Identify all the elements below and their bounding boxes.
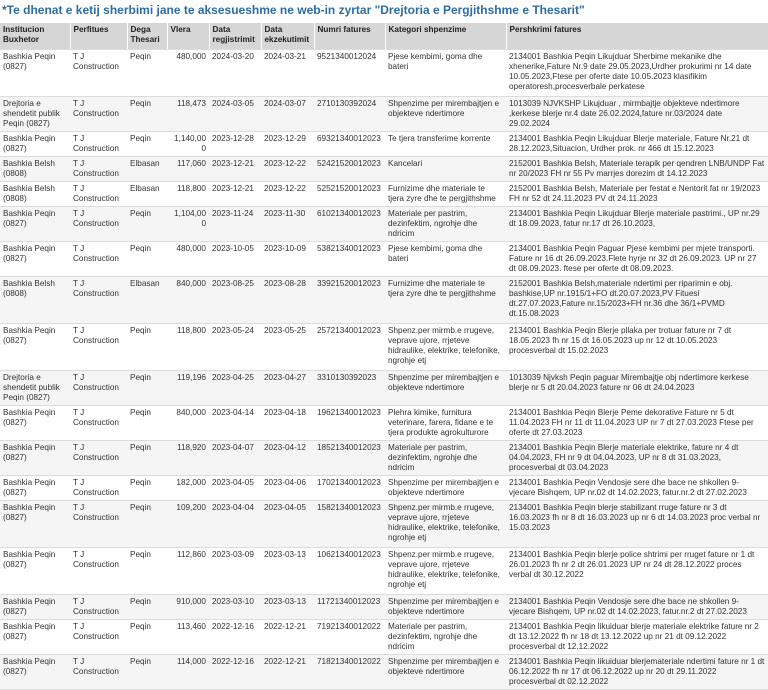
cell-dega: Peqin bbox=[127, 595, 167, 620]
cell-dega: Peqin bbox=[127, 97, 167, 132]
table-row bbox=[0, 548, 768, 595]
cell-pershkrimi: 2152001 Bashkia Belsh,materiale ndertimi per riparimin e obj. bashkise,UP nr.1915/1+FO dt.20.07.2023,PV Fituesi dt.27.07.2023,Fature nr.15/2023+FH nr.36 dhe 36/1+PVMD dt.15.08.2023 bbox=[506, 277, 768, 324]
cell-dega: Peqin bbox=[127, 324, 167, 371]
cell-kategori: Te tjera transferime korrente bbox=[385, 132, 506, 157]
cell-kategori: Shpenz.per mirmb.e rrugeve, veprave ujore, rrjeteve hidraulike, elektrike, telefonike, ngrohje etj bbox=[385, 324, 506, 371]
cell-data-regjistrimit: 2023-12-21 bbox=[209, 157, 261, 182]
cell-data-ekzekutimit: 2023-04-05 bbox=[261, 501, 314, 548]
table-row bbox=[0, 655, 768, 690]
cell-dega: Peqin bbox=[127, 207, 167, 242]
cell-perfitues: T J Construction bbox=[70, 620, 127, 655]
cell-vlera: 480,000 bbox=[167, 242, 209, 277]
cell-data-regjistrimit: 2023-12-28 bbox=[209, 132, 261, 157]
cell-kategori: Shpenzime per mirembajtjen e objekteve ndertimore bbox=[385, 655, 506, 690]
cell-kategori: Shpenzime per mirembajtjen e objekteve ndertimore bbox=[385, 371, 506, 406]
cell-data-regjistrimit: 2023-04-07 bbox=[209, 441, 261, 476]
table-row bbox=[0, 157, 768, 182]
cell-data-ekzekutimit: 2023-10-09 bbox=[261, 242, 314, 277]
cell-kategori: Kancelari bbox=[385, 157, 506, 182]
cell-perfitues: T J Construction bbox=[70, 277, 127, 324]
cell-dega: Peqin bbox=[127, 441, 167, 476]
cell-perfitues: T J Construction bbox=[70, 548, 127, 595]
cell-data-regjistrimit: 2023-08-25 bbox=[209, 277, 261, 324]
col-header-kategori[interactable]: Kategori shpenzime bbox=[385, 23, 506, 50]
cell-data-ekzekutimit: 2022-12-21 bbox=[261, 655, 314, 690]
cell-pershkrimi: 2134001 Bashkia Peqin Likujduar Blerje materiale, Fature Nr.21 dt 28.12.2023,Situacion, Urdher prok. nr 466 dt 15.12.2023 bbox=[506, 132, 768, 157]
cell-data-ekzekutimit: 2022-12-21 bbox=[261, 620, 314, 655]
cell-vlera: 119,196 bbox=[167, 371, 209, 406]
cell-institucion: Bashkia Peqin (0827) bbox=[0, 595, 70, 620]
cell-data-regjistrimit: 2023-12-21 bbox=[209, 182, 261, 207]
table-row bbox=[0, 50, 768, 97]
cell-pershkrimi: 2134001 Bashkia Peqin Likujduar Sherbime mekanike dhe xhenerike,Fature Nr.9 date 29.05.2023,Urdher prokurimi nr 14 date 10.05.2023,Ftese per oferte date 10.05.2023 klasifikim operatoresh,procesverbale perkatese bbox=[506, 50, 768, 97]
cell-kategori: Shpenz.per mirmb.e rrugeve, veprave ujore, rrjeteve hidraulike, elektrike, telefonike, ngrohje etj bbox=[385, 501, 506, 548]
cell-dega: Peqin bbox=[127, 620, 167, 655]
cell-institucion: Bashkia Peqin (0827) bbox=[0, 242, 70, 277]
cell-kategori: Materiale per pastrim, dezinfektim, ngrohje dhe ndricim bbox=[385, 441, 506, 476]
cell-kategori: Pjese kembimi, goma dhe bateri bbox=[385, 50, 506, 97]
col-header-pershkrimi[interactable]: Pershkrimi fatures bbox=[506, 23, 768, 50]
cell-vlera: 118,800 bbox=[167, 324, 209, 371]
cell-kategori: Shpenz.per mirmb.e rrugeve, veprave ujore, rrjeteve hidraulike, elektrike, telefonike, ngrohje etj bbox=[385, 548, 506, 595]
cell-data-ekzekutimit: 2023-04-27 bbox=[261, 371, 314, 406]
col-header-data-ekzekutimit[interactable]: Data ekzekutimit bbox=[261, 23, 314, 50]
cell-data-ekzekutimit: 2023-03-13 bbox=[261, 548, 314, 595]
cell-numri-fatures: 71821340012022 bbox=[314, 655, 385, 690]
cell-institucion: Bashkia Belsh (0808) bbox=[0, 182, 70, 207]
cell-perfitues: T J Construction bbox=[70, 242, 127, 277]
cell-data-regjistrimit: 2023-04-04 bbox=[209, 501, 261, 548]
cell-vlera: 112,860 bbox=[167, 548, 209, 595]
cell-kategori: Materiale per pastrim, dezinfektim, ngrohje dhe ndricim bbox=[385, 207, 506, 242]
cell-perfitues: T J Construction bbox=[70, 324, 127, 371]
cell-institucion: Bashkia Belsh (0808) bbox=[0, 157, 70, 182]
cell-dega: Elbasan bbox=[127, 277, 167, 324]
col-header-perfitues[interactable]: Perfitues bbox=[70, 23, 127, 50]
cell-numri-fatures: 18521340012023 bbox=[314, 441, 385, 476]
cell-data-ekzekutimit: 2023-11-30 bbox=[261, 207, 314, 242]
table-row bbox=[0, 277, 768, 324]
cell-dega: Peqin bbox=[127, 132, 167, 157]
cell-institucion: Bashkia Peqin (0827) bbox=[0, 476, 70, 501]
cell-data-ekzekutimit: 2023-04-18 bbox=[261, 406, 314, 441]
cell-kategori: Shpenzime per mirembajtjen e objekteve ndertimore bbox=[385, 476, 506, 501]
table-row bbox=[0, 242, 768, 277]
cell-numri-fatures: 33921520012023 bbox=[314, 277, 385, 324]
cell-perfitues: T J Construction bbox=[70, 441, 127, 476]
cell-data-regjistrimit: 2023-03-09 bbox=[209, 548, 261, 595]
table-row bbox=[0, 501, 768, 548]
table-row bbox=[0, 371, 768, 406]
cell-data-regjistrimit: 2022-12-16 bbox=[209, 655, 261, 690]
cell-pershkrimi: 2134001 Bashkia Peqin Vendosje sere dhe bace ne shkollen 9-vjecare Bishqem, UP nr.02 dt 14.02.2023, fatur.nr.2 dt 27.02.2023 bbox=[506, 476, 768, 501]
cell-data-regjistrimit: 2023-04-25 bbox=[209, 371, 261, 406]
cell-data-regjistrimit: 2023-05-24 bbox=[209, 324, 261, 371]
cell-numri-fatures: 61021340012023 bbox=[314, 207, 385, 242]
cell-perfitues: T J Construction bbox=[70, 97, 127, 132]
cell-institucion: Bashkia Peqin (0827) bbox=[0, 406, 70, 441]
cell-pershkrimi: 2134001 Bashkia Peqin Likujduar Blerje materiale pastrimi., UP nr.29 dt 18.09.2023, fatur nr.17 dt 26.10.2023, bbox=[506, 207, 768, 242]
cell-dega: Peqin bbox=[127, 548, 167, 595]
cell-institucion: Bashkia Peqin (0827) bbox=[0, 207, 70, 242]
cell-vlera: 118,473 bbox=[167, 97, 209, 132]
cell-dega: Elbasan bbox=[127, 157, 167, 182]
cell-dega: Peqin bbox=[127, 501, 167, 548]
table-body bbox=[0, 50, 768, 690]
cell-data-regjistrimit: 2023-03-10 bbox=[209, 595, 261, 620]
table-row bbox=[0, 182, 768, 207]
cell-vlera: 840,000 bbox=[167, 277, 209, 324]
table-row bbox=[0, 476, 768, 501]
cell-numri-fatures: 10621340012023 bbox=[314, 548, 385, 595]
cell-pershkrimi: 2134001 Bashkia Peqin Paguar Pjese kembimi per mjete transporti. Fature nr 16 dt 26.09.2023.Flete hyrje nr 32 dt 26.09.2023. UP nr 27 dt 08.09.2023. ftese per oferte dt 08.09.2023. bbox=[506, 242, 768, 277]
cell-perfitues: T J Construction bbox=[70, 182, 127, 207]
cell-numri-fatures: 3310130392023 bbox=[314, 371, 385, 406]
cell-data-ekzekutimit: 2023-05-25 bbox=[261, 324, 314, 371]
cell-perfitues: T J Construction bbox=[70, 371, 127, 406]
col-header-dega[interactable]: Dega Thesari bbox=[127, 23, 167, 50]
cell-numri-fatures: 17021340012023 bbox=[314, 476, 385, 501]
cell-pershkrimi: 2134001 Bashkia Peqin likuiduar blerjemateriale ndertimi fature nr 1 dt 06.12.2022 fh nr 17 dt 06.12.2022 up nr 20 dt 29.11.2022 procesverbal dt 02.12.2022 bbox=[506, 655, 768, 690]
cell-dega: Elbasan bbox=[127, 182, 167, 207]
cell-vlera: 840,000 bbox=[167, 406, 209, 441]
payments-table bbox=[0, 23, 768, 690]
cell-numri-fatures: 19621340012023 bbox=[314, 406, 385, 441]
cell-data-ekzekutimit: 2023-03-13 bbox=[261, 595, 314, 620]
cell-institucion: Bashkia Peqin (0827) bbox=[0, 501, 70, 548]
cell-kategori: Shpenzime per mirembajtjen e objekteve ndertimore bbox=[385, 595, 506, 620]
cell-vlera: 117,060 bbox=[167, 157, 209, 182]
page-title: *Te dhenat e ketij sherbimi jane te aksesueshme ne web-in zyrtar "Drejtoria e Pergjithshme e Thesarit" bbox=[2, 3, 585, 17]
cell-data-ekzekutimit: 2023-04-06 bbox=[261, 476, 314, 501]
cell-numri-fatures: 9521340012024 bbox=[314, 50, 385, 97]
cell-pershkrimi: 2134001 Bashkia Peqin Blerje Peme dekorative Fature nr 5 dt 11.04.2023 FH nr 11 dt 11.04.2023 UP nr 7 dt 27.03.2023 Ftese per oferte dt 27.03.2023 bbox=[506, 406, 768, 441]
cell-vlera: 118,920 bbox=[167, 441, 209, 476]
cell-institucion: Bashkia Peqin (0827) bbox=[0, 50, 70, 97]
cell-numri-fatures: 53821340012023 bbox=[314, 242, 385, 277]
cell-data-regjistrimit: 2023-04-14 bbox=[209, 406, 261, 441]
cell-vlera: 1,104,000 bbox=[167, 207, 209, 242]
cell-numri-fatures: 15821340012023 bbox=[314, 501, 385, 548]
cell-perfitues: T J Construction bbox=[70, 501, 127, 548]
cell-data-regjistrimit: 2024-03-20 bbox=[209, 50, 261, 97]
cell-numri-fatures: 52421520012023 bbox=[314, 157, 385, 182]
cell-kategori: Materiale per pastrim, dezinfektim, ngrohje dhe ndricim bbox=[385, 620, 506, 655]
cell-institucion: Drejtoria e shendetit publik Peqin (0827) bbox=[0, 371, 70, 406]
cell-perfitues: T J Construction bbox=[70, 50, 127, 97]
cell-pershkrimi: 2134001 Bashkia Peqin Vendosje sere dhe bace ne shkollen 9-vjecare Bishqem, UP nr.02 dt 14.02.2023, fatur.nr.2 dt 27.02.2023 bbox=[506, 595, 768, 620]
cell-institucion: Bashkia Peqin (0827) bbox=[0, 441, 70, 476]
cell-institucion: Bashkia Peqin (0827) bbox=[0, 620, 70, 655]
cell-kategori: Furnizime dhe materiale te tjera zyre dhe te pergjithshme bbox=[385, 182, 506, 207]
cell-institucion: Bashkia Peqin (0827) bbox=[0, 132, 70, 157]
cell-perfitues: T J Construction bbox=[70, 655, 127, 690]
cell-institucion: Bashkia Peqin (0827) bbox=[0, 324, 70, 371]
col-header-numri-fatures[interactable]: Numri fatures bbox=[314, 23, 385, 50]
table-row bbox=[0, 406, 768, 441]
cell-pershkrimi: 2152001 Bashkia Belsh, Materiale per festat e Nentorit fat nr 19/2023 FH nr 52 dt 24.11.2023 PV dt 24.11.2023 bbox=[506, 182, 768, 207]
cell-kategori: Pjese kembimi, goma dhe bateri bbox=[385, 242, 506, 277]
cell-institucion: Bashkia Belsh (0808) bbox=[0, 277, 70, 324]
cell-institucion: Bashkia Peqin (0827) bbox=[0, 548, 70, 595]
cell-vlera: 1,140,000 bbox=[167, 132, 209, 157]
cell-data-ekzekutimit: 2024-03-07 bbox=[261, 97, 314, 132]
cell-vlera: 480,000 bbox=[167, 50, 209, 97]
cell-pershkrimi: 1013039 Njvksh Peqin paguar Mirembajtje obj ndertimore kerkese blerje nr 5 dt 20.04.2023 fature nr 06 dt 24.04.2023 bbox=[506, 371, 768, 406]
cell-perfitues: T J Construction bbox=[70, 157, 127, 182]
col-header-vlera[interactable]: Vlera bbox=[167, 23, 209, 50]
cell-pershkrimi: 2134001 Bashkia Peqin Blerje materiale elektrike, fature nr 4 dt 04.04.2023, FH nr 9 dt 04.04.2023, UP nr 8 dt 31.03.2023, procesverbal dt 03.04.2023 bbox=[506, 441, 768, 476]
cell-vlera: 114,000 bbox=[167, 655, 209, 690]
cell-perfitues: T J Construction bbox=[70, 207, 127, 242]
cell-perfitues: T J Construction bbox=[70, 595, 127, 620]
table-row bbox=[0, 132, 768, 157]
cell-numri-fatures: 52521520012023 bbox=[314, 182, 385, 207]
cell-data-regjistrimit: 2024-03-05 bbox=[209, 97, 261, 132]
cell-data-ekzekutimit: 2023-12-22 bbox=[261, 182, 314, 207]
cell-data-regjistrimit: 2023-04-05 bbox=[209, 476, 261, 501]
cell-kategori: Shpenzime per mirembajtjen e objekteve ndertimore bbox=[385, 97, 506, 132]
cell-numri-fatures: 11721340012023 bbox=[314, 595, 385, 620]
cell-vlera: 109,200 bbox=[167, 501, 209, 548]
cell-vlera: 182,000 bbox=[167, 476, 209, 501]
cell-data-ekzekutimit: 2024-03-21 bbox=[261, 50, 314, 97]
cell-vlera: 113,460 bbox=[167, 620, 209, 655]
cell-institucion: Drejtoria e shendetit publik Peqin (0827) bbox=[0, 97, 70, 132]
cell-data-ekzekutimit: 2023-08-28 bbox=[261, 277, 314, 324]
cell-data-regjistrimit: 2022-12-16 bbox=[209, 620, 261, 655]
cell-pershkrimi: 2134001 Bashkia Peqin likuiduar blerje materiale elektrike fature nr 2 dt 13.12.2022 fh nr 18 dt 13.12.2022 up nr 21 dt 09.12.2022 procesverbal dt 12.12.2022 bbox=[506, 620, 768, 655]
cell-data-regjistrimit: 2023-11-24 bbox=[209, 207, 261, 242]
col-header-data-regjistrimit[interactable]: Data regjistrimit bbox=[209, 23, 261, 50]
cell-kategori: Furnizime dhe materiale te tjera zyre dhe te pergjithshme bbox=[385, 277, 506, 324]
table-row bbox=[0, 441, 768, 476]
table-row bbox=[0, 97, 768, 132]
cell-dega: Peqin bbox=[127, 242, 167, 277]
cell-dega: Peqin bbox=[127, 406, 167, 441]
cell-dega: Peqin bbox=[127, 50, 167, 97]
cell-data-ekzekutimit: 2023-12-29 bbox=[261, 132, 314, 157]
cell-perfitues: T J Construction bbox=[70, 406, 127, 441]
table-row bbox=[0, 207, 768, 242]
table-row bbox=[0, 324, 768, 371]
cell-institucion: Bashkia Peqin (0827) bbox=[0, 655, 70, 690]
cell-numri-fatures: 69321340012023 bbox=[314, 132, 385, 157]
cell-perfitues: T J Construction bbox=[70, 132, 127, 157]
cell-data-ekzekutimit: 2023-12-22 bbox=[261, 157, 314, 182]
cell-kategori: Plehra kimike, furnitura veterinare, farera, fidane e te tjera produkte agrokulturore bbox=[385, 406, 506, 441]
cell-dega: Peqin bbox=[127, 371, 167, 406]
table-header-row bbox=[0, 23, 768, 50]
cell-numri-fatures: 25721340012023 bbox=[314, 324, 385, 371]
cell-pershkrimi: 2152001 Bashkia Belsh, Materiale terapik per qendren LNB/UNDP Fat nr 20/2023 FH nr 55 Pv marrjes dorezim dt 14.12.2023 bbox=[506, 157, 768, 182]
cell-vlera: 910,000 bbox=[167, 595, 209, 620]
cell-numri-fatures: 2710130392024 bbox=[314, 97, 385, 132]
cell-numri-fatures: 71921340012022 bbox=[314, 620, 385, 655]
table-row bbox=[0, 620, 768, 655]
cell-vlera: 118,800 bbox=[167, 182, 209, 207]
col-header-institucion[interactable]: Institucion Buxhetor bbox=[0, 23, 70, 50]
cell-dega: Peqin bbox=[127, 655, 167, 690]
cell-pershkrimi: 2134001 Bashkia Peqin blerje stabilizant rruge fature nr 3 dt 16.03.2023 fh nr 8 dt 16.03.2023 up nr 6 dt 14.03.2023 proc verbal nr 15.03.2023 bbox=[506, 501, 768, 548]
cell-dega: Peqin bbox=[127, 476, 167, 501]
table-row bbox=[0, 595, 768, 620]
cell-pershkrimi: 2134001 Bashkia Peqin blerje police shtrimi per rruget fature nr 1 dt 26.01.2023 fh nr 2 dt 26.01.2023 UP nr 24 dt 28.12.2022 proces verbal dt 30.12.2022 bbox=[506, 548, 768, 595]
cell-pershkrimi: 2134001 Bashkia Peqin Blerje pllaka per trotuar fature nr 7 dt 18.05.2023 fh nr 15 dt 16.05.2023 up nr 12 dt 10.05.2023 procesverbal dt 15.02.2023 bbox=[506, 324, 768, 371]
cell-data-ekzekutimit: 2023-04-12 bbox=[261, 441, 314, 476]
cell-data-regjistrimit: 2023-10-05 bbox=[209, 242, 261, 277]
cell-pershkrimi: 1013039 NJVKSHP Likujduar , mirmbajtje objekteve ndertimore ,kerkese blerje nr.4 date 26.02.2024,fature nr.03/2024 date 29.02.2024 bbox=[506, 97, 768, 132]
cell-perfitues: T J Construction bbox=[70, 476, 127, 501]
